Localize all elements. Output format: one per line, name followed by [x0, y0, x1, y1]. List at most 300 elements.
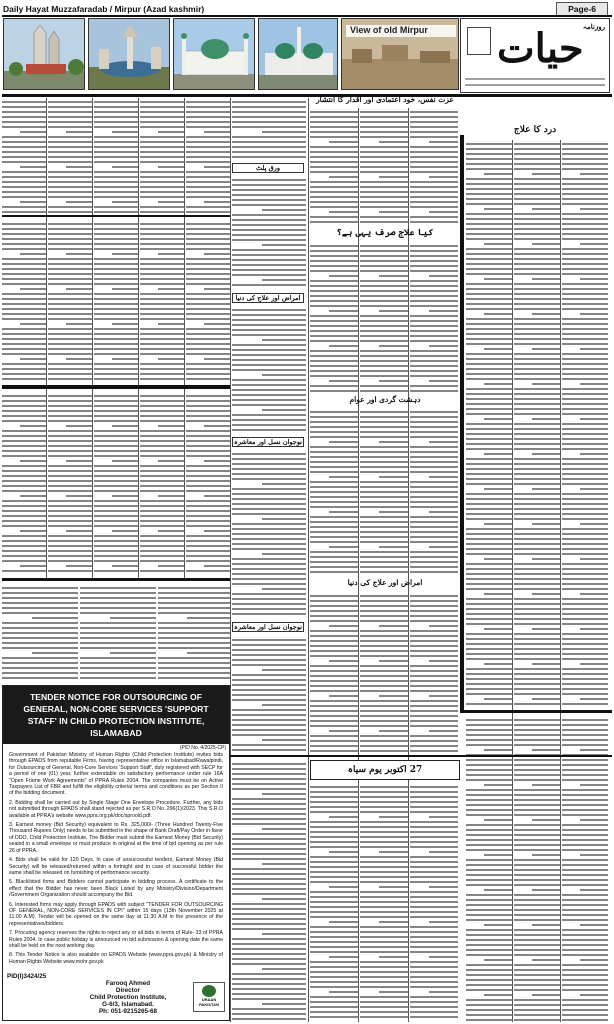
text-line [466, 493, 512, 495]
text-line [310, 791, 358, 793]
text-line [2, 555, 46, 557]
text-line [360, 221, 408, 223]
text-line [94, 293, 138, 295]
text-line [262, 483, 306, 485]
text-line [410, 436, 458, 438]
text-line [232, 189, 306, 191]
text-line [2, 248, 46, 250]
text-line [232, 744, 306, 746]
text-line [140, 293, 184, 295]
article-heading-2: کیا علاج صرف یہی ہے؟ [336, 228, 434, 238]
text-line [410, 1006, 458, 1008]
text-line [94, 455, 138, 457]
shrine-photo [173, 18, 255, 90]
text-line [514, 643, 560, 645]
text-line [94, 273, 138, 275]
text-line [410, 536, 458, 538]
text-line [2, 602, 78, 604]
text-line [186, 353, 230, 355]
text-line [514, 638, 560, 640]
text-line [410, 740, 458, 742]
text-line [329, 546, 358, 548]
text-line [140, 228, 184, 230]
text-line [310, 796, 358, 798]
text-line [360, 285, 408, 287]
text-line [410, 506, 458, 508]
text-line [2, 328, 46, 330]
text-line [48, 273, 92, 275]
text-line [410, 411, 458, 413]
text-line [410, 216, 458, 218]
text-line [484, 959, 512, 961]
text-line [204, 201, 230, 203]
text-line [310, 750, 358, 752]
text-line [514, 428, 560, 430]
text-line [310, 986, 358, 988]
text-line [484, 348, 512, 350]
mosque-photo [258, 18, 338, 90]
text-line [466, 824, 512, 826]
text-line [562, 368, 608, 370]
text-line [94, 106, 138, 108]
text-line [466, 498, 512, 500]
text-line [562, 789, 608, 791]
text-line [410, 335, 458, 337]
text-line [2, 535, 46, 537]
text-line [360, 700, 408, 702]
text-line [514, 343, 560, 345]
text-line [310, 856, 358, 858]
text-line [562, 1004, 608, 1006]
text-line [514, 1004, 560, 1006]
text-line [410, 610, 458, 612]
text-line [66, 495, 92, 497]
text-line [514, 879, 560, 881]
text-line [484, 698, 512, 700]
text-line [410, 201, 458, 203]
text-line [262, 374, 306, 376]
text-line [484, 749, 512, 751]
column-heading-box-4: نوجوان نسل اور معاشرہ [232, 622, 304, 632]
text-line [232, 523, 306, 525]
text-line [232, 928, 306, 930]
text-line [562, 643, 608, 645]
text-line [232, 858, 306, 860]
text-line [140, 233, 184, 235]
text-line [562, 273, 608, 275]
text-line [410, 151, 458, 153]
text-line [48, 490, 92, 492]
text-line [2, 637, 78, 639]
text-line [562, 608, 608, 610]
text-line [186, 343, 230, 345]
text-line [580, 313, 608, 315]
text-line [562, 538, 608, 540]
text-line [360, 181, 408, 183]
masthead [460, 18, 610, 93]
text-column [410, 592, 458, 752]
text-line [562, 193, 608, 195]
text-line [48, 101, 92, 103]
text-line [310, 571, 358, 573]
text-line [410, 901, 458, 903]
text-line [140, 343, 184, 345]
text-line [2, 313, 46, 315]
text-line [562, 633, 608, 635]
text-line [158, 672, 230, 674]
text-line [204, 253, 230, 255]
text-line [232, 364, 306, 366]
text-line [94, 348, 138, 350]
text-line [466, 633, 512, 635]
text-line [232, 983, 306, 985]
text-line [466, 143, 512, 145]
text-line [562, 188, 608, 190]
text-line [186, 233, 230, 235]
text-line [48, 303, 92, 305]
text-line [429, 956, 458, 958]
text-line [158, 657, 230, 659]
text-line [532, 628, 560, 630]
text-line [514, 188, 560, 190]
text-line [429, 511, 458, 513]
text-line [310, 501, 358, 503]
text-line [360, 245, 408, 247]
text-line [562, 884, 608, 886]
text-line [186, 545, 230, 547]
text-line [514, 764, 560, 766]
text-line [329, 625, 358, 627]
text-line [562, 178, 608, 180]
text-line [580, 488, 608, 490]
text-line [186, 206, 230, 208]
text-line [466, 533, 512, 535]
text-line [514, 393, 560, 395]
text-line [2, 632, 78, 634]
text-line [329, 816, 358, 818]
article-heading-3: درد کا علاج [513, 125, 557, 135]
text-line [466, 583, 512, 585]
text-line [140, 211, 184, 213]
text-line [232, 803, 306, 805]
text-line [310, 976, 358, 978]
text-line [48, 485, 92, 487]
text-line [48, 263, 92, 265]
text-column [186, 98, 230, 216]
text-line [2, 560, 46, 562]
text-line [360, 516, 408, 518]
text-line [514, 979, 560, 981]
text-line [466, 598, 512, 600]
text-line [232, 773, 306, 775]
text-line [310, 471, 358, 473]
text-line [360, 350, 408, 352]
text-line [562, 543, 608, 545]
text-line [466, 904, 512, 906]
text-line [466, 438, 512, 440]
text-line [379, 441, 408, 443]
text-line [2, 515, 46, 517]
text-line [466, 198, 512, 200]
text-line [262, 209, 306, 211]
text-line [466, 218, 512, 220]
text-column [94, 98, 138, 216]
text-line [94, 101, 138, 103]
text-line [466, 613, 512, 615]
text-line [410, 315, 458, 317]
text-line [310, 1016, 358, 1018]
text-line [466, 268, 512, 270]
text-line [2, 116, 46, 118]
text-line [48, 440, 92, 442]
text-line [410, 811, 458, 813]
text-line [562, 929, 608, 931]
text-line [2, 233, 46, 235]
text-line [310, 181, 358, 183]
text-line [514, 869, 560, 871]
text-line [360, 260, 408, 262]
text-line [204, 495, 230, 497]
text-line [232, 473, 306, 475]
text-line [514, 308, 560, 310]
text-line [310, 166, 358, 168]
text-line [514, 623, 560, 625]
text-line [310, 690, 358, 692]
text-line [562, 483, 608, 485]
text-line [410, 146, 458, 148]
text-line [94, 535, 138, 537]
text-line [186, 570, 230, 572]
text-line [580, 819, 608, 821]
text-line [110, 617, 156, 619]
text-line [310, 876, 358, 878]
text-line [232, 978, 306, 980]
text-line [410, 421, 458, 423]
text-line [360, 526, 408, 528]
tender-para-5: 5. Blacklisted firms and Bidders cannot participate in bidding process. A certificate to the effect that the Bidder has never been Black Listed by any Ministry/Division/Department /Government Organization should accompany the Bid. [9, 879, 223, 899]
text-line [48, 363, 92, 365]
text-line [514, 984, 560, 986]
text-line [466, 949, 512, 951]
text-line [232, 603, 306, 605]
text-line [360, 360, 408, 362]
text-line [466, 238, 512, 240]
text-line [186, 363, 230, 365]
text-line [2, 373, 46, 375]
text-line [466, 318, 512, 320]
text-line [466, 538, 512, 540]
text-line [232, 344, 306, 346]
text-line [410, 670, 458, 672]
text-line [2, 612, 78, 614]
text-line [186, 475, 230, 477]
text-line [562, 618, 608, 620]
text-line [310, 305, 358, 307]
text-line [140, 510, 184, 512]
text-line [112, 358, 138, 360]
text-line [514, 298, 560, 300]
text-line [232, 783, 306, 785]
text-line [232, 269, 306, 271]
text-line [360, 986, 408, 988]
text-line [532, 418, 560, 420]
text-line [562, 518, 608, 520]
text-line [514, 759, 560, 761]
text-line [532, 959, 560, 961]
text-line [310, 640, 358, 642]
text-line [310, 811, 358, 813]
text-line [484, 994, 512, 996]
text-line [360, 255, 408, 257]
text-line [232, 848, 306, 850]
text-line [410, 881, 458, 883]
text-line [262, 553, 306, 555]
text-line [360, 206, 408, 208]
text-line [310, 595, 358, 597]
text-line [66, 288, 92, 290]
text-line [360, 961, 408, 963]
text-line [410, 355, 458, 357]
text-line [514, 533, 560, 535]
text-line [48, 146, 92, 148]
text-line [360, 926, 408, 928]
text-line [94, 268, 138, 270]
text-line [158, 253, 184, 255]
text-line [514, 423, 560, 425]
text-line [466, 473, 512, 475]
text-line [532, 558, 560, 560]
text-line [514, 989, 560, 991]
text-line [158, 323, 184, 325]
text-line [514, 448, 560, 450]
text-line [410, 461, 458, 463]
text-line [410, 305, 458, 307]
text-line [310, 906, 358, 908]
text-line [94, 555, 138, 557]
text-line [310, 300, 358, 302]
text-line [94, 116, 138, 118]
text-line [360, 506, 408, 508]
text-line [310, 836, 358, 838]
text-line [110, 652, 156, 654]
text-line [2, 378, 46, 380]
text-line [514, 158, 560, 160]
text-line [514, 538, 560, 540]
text-line [186, 318, 230, 320]
text-line [580, 628, 608, 630]
text-line [379, 275, 408, 277]
column-rule [46, 98, 47, 578]
text-line [514, 248, 560, 250]
text-line [186, 430, 230, 432]
text-line [360, 881, 408, 883]
text-line [2, 268, 46, 270]
text-line [2, 303, 46, 305]
text-line [140, 186, 184, 188]
text-line [379, 956, 408, 958]
text-line [94, 420, 138, 422]
signatory-name: Farooq Ahmed [105, 980, 151, 987]
text-line [484, 889, 512, 891]
text-line [466, 148, 512, 150]
text-line [410, 551, 458, 553]
text-line [532, 784, 560, 786]
text-line [410, 370, 458, 372]
text-line [94, 141, 138, 143]
text-line [410, 466, 458, 468]
text-line [514, 443, 560, 445]
text-line [80, 597, 156, 599]
text-line [204, 358, 230, 360]
text-line [232, 151, 306, 153]
text-line [410, 866, 458, 868]
text-line [310, 966, 358, 968]
text-line [186, 191, 230, 193]
old-mirpur-photo [341, 18, 459, 90]
text-line [514, 729, 560, 731]
text-line [360, 745, 408, 747]
text-line [514, 904, 560, 906]
text-line [466, 168, 512, 170]
text-column [232, 176, 306, 290]
text-line [112, 131, 138, 133]
text-line [2, 490, 46, 492]
text-line [310, 1011, 358, 1013]
text-line [562, 683, 608, 685]
text-line [466, 508, 512, 510]
text-line [48, 465, 92, 467]
text-line [2, 657, 78, 659]
article-heading-6: 27 اکتوبر یوم سیاہ [347, 765, 423, 775]
text-line [360, 1001, 408, 1003]
text-line [329, 345, 358, 347]
text-line [140, 378, 184, 380]
text-line [410, 206, 458, 208]
text-line [466, 428, 512, 430]
text-line [562, 909, 608, 911]
text-line [360, 186, 408, 188]
text-line [232, 234, 306, 236]
text-line [410, 571, 458, 573]
text-line [562, 293, 608, 295]
text-line [158, 667, 230, 669]
text-line [94, 500, 138, 502]
text-line [410, 300, 458, 302]
text-line [562, 203, 608, 205]
text-line [232, 654, 306, 656]
text-line [310, 806, 358, 808]
text-line [232, 264, 306, 266]
text-line [2, 283, 46, 285]
text-line [310, 370, 358, 372]
text-line [2, 405, 46, 407]
text-line [232, 993, 306, 995]
text-line [94, 196, 138, 198]
text-line [80, 627, 156, 629]
text-line [232, 309, 306, 311]
text-line [310, 521, 358, 523]
text-line [2, 186, 46, 188]
text-line [66, 253, 92, 255]
text-line [360, 270, 408, 272]
fountain-photo [88, 18, 170, 90]
signatory-org: Child Protection Institute, [89, 994, 167, 1001]
text-line [562, 974, 608, 976]
text-line [466, 919, 512, 921]
text-line [514, 338, 560, 340]
text-line [232, 568, 306, 570]
text-line [140, 136, 184, 138]
